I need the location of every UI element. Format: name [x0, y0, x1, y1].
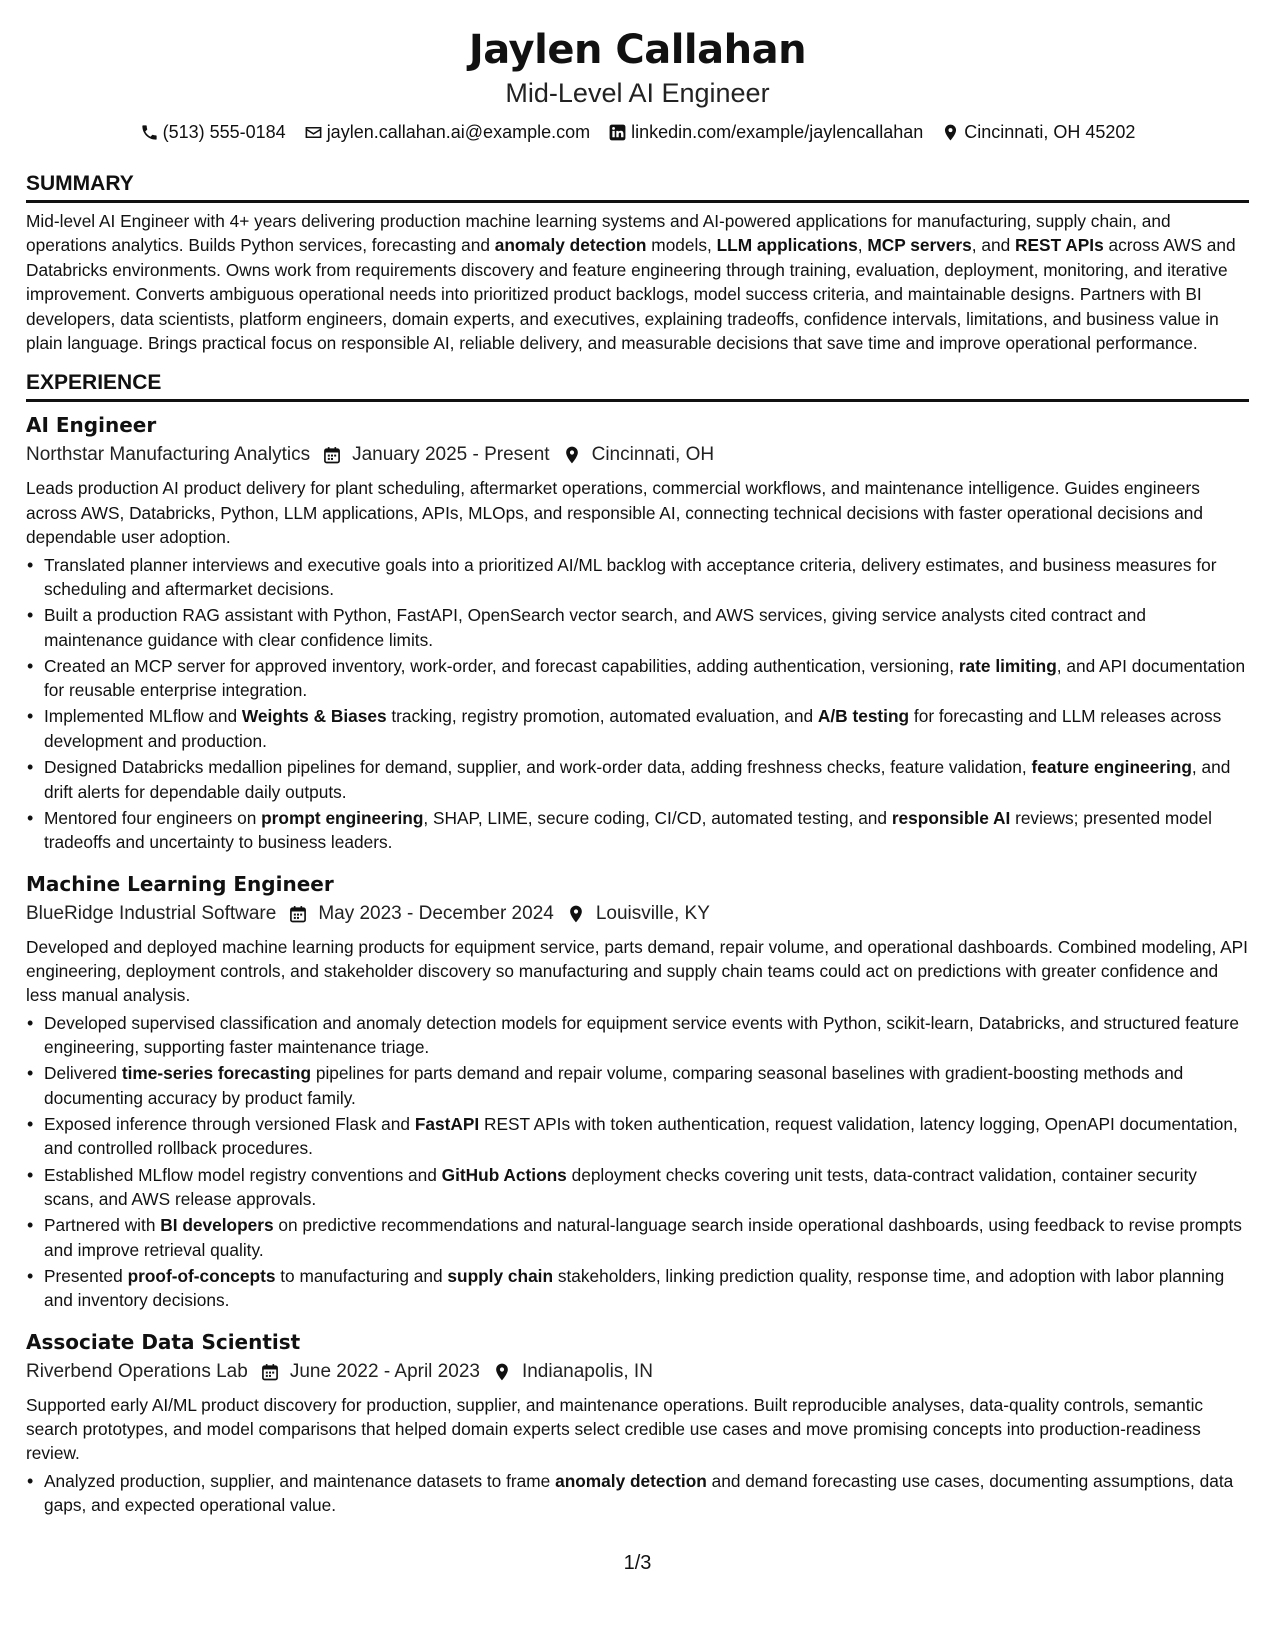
job-description: Supported early AI/ML product discovery for production, supplier, and maintenance operations. Built reproducible analyses, data-quality controls, semantic search prototypes, and model comparisons that helped domain experts select credible use cases and move promising concepts into production-readiness review.	[26, 1394, 1204, 1464]
job-company: BlueRidge Industrial Software	[26, 902, 277, 924]
location-pin-icon	[566, 904, 586, 924]
job-location: Louisville, KY	[595, 902, 710, 924]
bold-keyword: LLM applications	[716, 235, 858, 256]
job-title: Machine Learning Engineer	[26, 871, 334, 896]
bold-keyword: REST APIs	[1015, 235, 1104, 256]
job-entry	[26, 869, 1249, 1313]
job-description: Developed and deployed machine learning products for equipment service, parts demand, repair volume, and operational dashboards. Combined modeling, API engineering, deployment controls, and stakeholder discovery so manufacturing and supply chain teams could act on predictions with greater confidence and less manual analysis.	[26, 936, 1248, 1006]
summary-text: Mid-level AI Engineer with 4+ years delivering production machine learning systems and AI-powered applications for manufacturing, supply chain, and operations analytics. Builds Python services, forecasting and anomaly detection models, LLM applications, MCP servers, and REST APIs across AWS and Databricks environments. Owns work from requirements discovery and feature engineering through training, evaluation, deployment, monitoring, and iterative improvement. Converts ambiguous operational needs into prioritized product backlogs, model success criteria, and maintainable designs. Partners with BI developers, data scientists, platform engineers, domain experts, and executives, explaining tradeoffs, confidence intervals, limitations, and business value in plain language. Brings practical focus on responsible AI, reliable delivery, and measurable decisions that save time and improve operational performance.	[26, 211, 1236, 354]
contact-linkedin-text: linkedin.com/example/jaylencallahan	[631, 122, 924, 142]
job-bullets	[26, 1011, 1249, 1313]
contact-phone[interactable]	[140, 118, 286, 146]
job-company: Northstar Manufacturing Analytics	[26, 444, 311, 466]
phone-icon	[140, 123, 159, 142]
candidate-title: Mid-Level AI Engineer	[505, 78, 770, 108]
bold-keyword: anomaly detection	[555, 1470, 707, 1491]
calendar-icon	[322, 445, 342, 465]
experience-heading: EXPERIENCE	[26, 369, 1249, 402]
page-number: 1/3	[623, 1552, 652, 1574]
job-dates: January 2025 - Present	[352, 444, 550, 466]
summary-section	[26, 170, 1249, 355]
location-pin-icon	[562, 445, 582, 465]
bold-keyword: anomaly detection	[494, 235, 647, 256]
job-meta	[26, 1357, 1249, 1387]
job-meta	[26, 440, 1249, 470]
job-description: Leads production AI product delivery for plant scheduling, aftermarket operations, commercial workflows, and maintenance intelligence. Guides engineers across AWS, Databricks, Python, LLM applications, APIs, MLOps, and responsible AI, connecting technical decisions with faster operational decisions and dependable user adoption.	[26, 478, 1204, 548]
summary-heading: SUMMARY	[26, 170, 1249, 203]
bullet-item: • Presented proof-of-concepts to manufacturing and supply chain stakeholders, linking prediction quality, response time, and adoption with labor planning and inventory decisions.	[44, 1264, 1249, 1313]
bold-keyword: A/B testing	[817, 706, 910, 727]
location-pin-icon	[941, 123, 960, 142]
contact-bar	[26, 118, 1249, 146]
calendar-icon	[288, 904, 308, 924]
contact-linkedin[interactable]	[608, 118, 923, 146]
bullet-item: • Built a production RAG assistant with Python, FastAPI, OpenSearch vector search, and AWS services, giving service analysts cited contract and maintenance guidance with clear confidence limits.	[44, 603, 1249, 652]
job-title: AI Engineer	[26, 413, 157, 438]
bold-keyword: time-series forecasting	[121, 1063, 312, 1084]
job-entry	[26, 1327, 1249, 1518]
job-dates: June 2022 - April 2023	[289, 1360, 480, 1382]
job-title: Associate Data Scientist	[26, 1329, 301, 1354]
contact-email-text: jaylen.callahan.ai@example.com	[326, 122, 591, 142]
bullet-item: • Delivered time-series forecasting pipelines for parts demand and repair volume, comparing seasonal baselines with gradient-boosting methods and documenting accuracy by product family.	[44, 1061, 1249, 1110]
job-location: Indianapolis, IN	[521, 1360, 653, 1382]
bold-keyword: BI developers	[160, 1215, 274, 1236]
bold-keyword: proof-of-concepts	[127, 1265, 276, 1286]
bullet-item: • Mentored four engineers on prompt engineering, SHAP, LIME, secure coding, CI/CD, automated testing, and responsible AI reviews; presented model tradeoffs and uncertainty to business leaders.	[44, 806, 1249, 855]
job-dates: May 2023 - December 2024	[318, 902, 554, 924]
bold-keyword: rate limiting	[958, 655, 1057, 676]
bold-keyword: Weights & Biases	[241, 706, 387, 727]
contact-phone-text: (513) 555-0184	[162, 122, 286, 142]
bold-keyword: supply chain	[447, 1265, 554, 1286]
contact-location-text: Cincinnati, OH 45202	[964, 122, 1136, 142]
job-company: Riverbend Operations Lab	[26, 1360, 248, 1382]
bullet-item: • Established MLflow model registry conventions and GitHub Actions deployment checks covering unit tests, data-contract validation, container security scans, and AWS release approvals.	[44, 1163, 1249, 1212]
job-bullets	[26, 1469, 1249, 1518]
job-location: Cincinnati, OH	[591, 444, 715, 466]
contact-email[interactable]	[304, 118, 590, 146]
location-pin-icon	[492, 1362, 512, 1382]
job-bullets	[26, 553, 1249, 855]
job-entry	[26, 410, 1249, 854]
bullet-item: • Partnered with BI developers on predictive recommendations and natural-language search inside operational dashboards, using feedback to revise prompts and improve retrieval quality.	[44, 1213, 1249, 1262]
bold-keyword: GitHub Actions	[441, 1164, 567, 1185]
bold-keyword: responsible AI	[891, 807, 1011, 828]
bullet-item: • Analyzed production, supplier, and maintenance datasets to frame anomaly detection and demand forecasting use cases, documenting assumptions, data gaps, and expected operational value.	[44, 1469, 1249, 1518]
bold-keyword: prompt engineering	[261, 807, 424, 828]
contact-location	[941, 118, 1135, 146]
bold-keyword: MCP servers	[867, 235, 972, 256]
bullet-item: • Developed supervised classification and anomaly detection models for equipment service events with Python, scikit-learn, Databricks, and structured feature engineering, supporting faster maintenance triage.	[44, 1011, 1249, 1060]
resume-header	[26, 24, 1249, 146]
bullet-item: • Implemented MLflow and Weights & Biases tracking, registry promotion, automated evaluation, and A/B testing for forecasting and LLM releases across development and production.	[44, 704, 1249, 753]
bold-keyword: FastAPI	[414, 1113, 480, 1134]
job-meta	[26, 899, 1249, 929]
bullet-item: • Translated planner interviews and executive goals into a prioritized AI/ML backlog with acceptance criteria, delivery estimates, and business measures for scheduling and aftermarket decisions.	[44, 553, 1249, 602]
bullet-item: • Exposed inference through versioned Flask and FastAPI REST APIs with token authentication, request validation, latency logging, OpenAPI documentation, and controlled rollback procedures.	[44, 1112, 1249, 1161]
calendar-icon	[260, 1362, 280, 1382]
bullet-item: • Designed Databricks medallion pipelines for demand, supplier, and work-order data, adding freshness checks, feature validation, feature engineering, and drift alerts for dependable daily outputs.	[44, 755, 1249, 804]
bullet-item: • Created an MCP server for approved inventory, work-order, and forecast capabilities, adding authentication, versioning, rate limiting, and API documentation for reusable enterprise integration.	[44, 654, 1249, 703]
experience-section	[26, 369, 1249, 1517]
linkedin-icon	[608, 123, 627, 142]
email-icon	[304, 123, 323, 142]
candidate-name: Jaylen Callahan	[468, 27, 807, 73]
bold-keyword: feature engineering	[1031, 757, 1192, 778]
